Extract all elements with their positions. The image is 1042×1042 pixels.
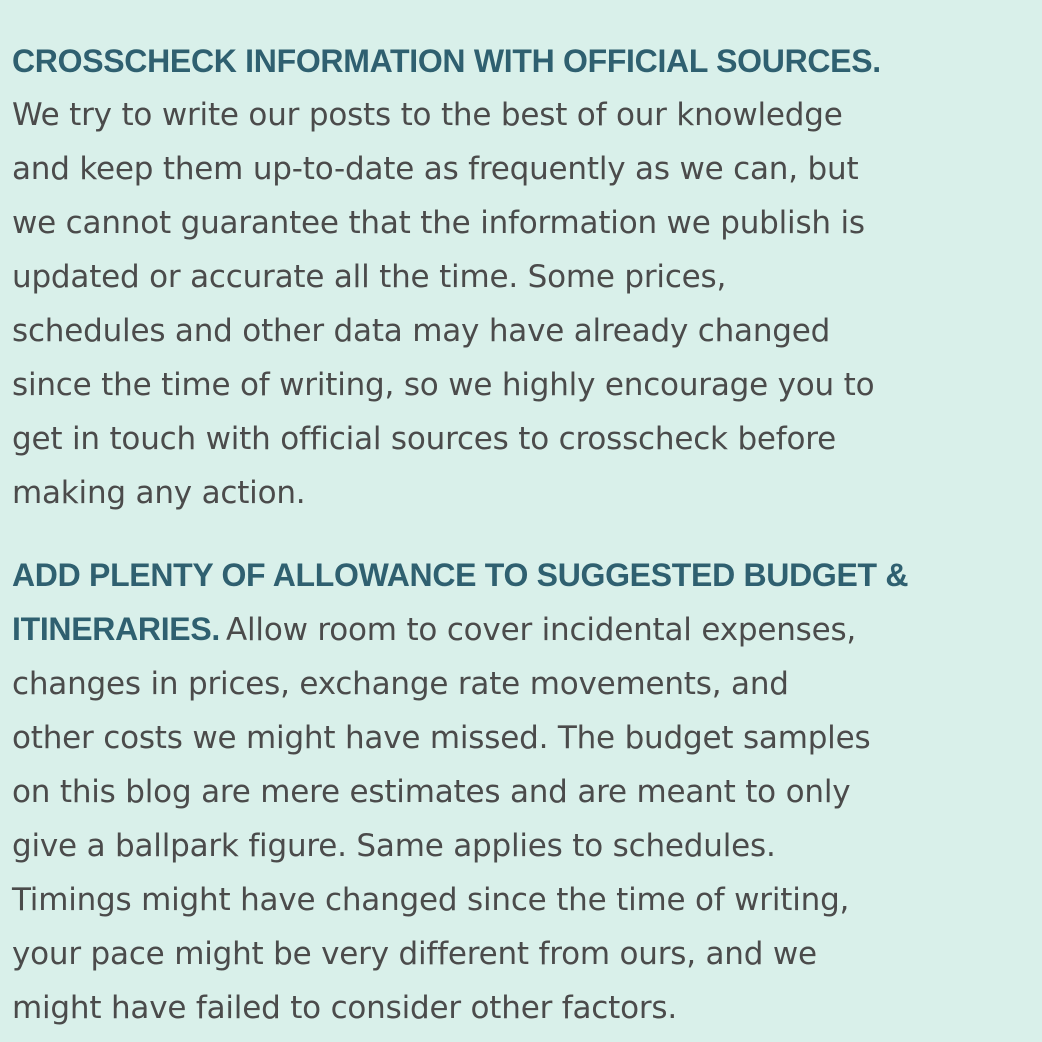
crosscheck-section [12,34,1028,520]
crosscheck-body-line: We try to write our posts to the best of our knowledge [12,97,843,133]
crosscheck-body-line: we cannot guarantee that the information we publish is [12,205,865,241]
allowance-heading: ADD PLENTY OF ALLOWANCE TO SUGGESTED BUDGET & [12,557,909,593]
allowance-body-line: give a ballpark figure. Same applies to schedules. [12,828,776,864]
allowance-body-line: Timings might have changed since the time of writing, [12,882,850,918]
crosscheck-body-line: updated or accurate all the time. Some prices, [12,259,727,295]
allowance-body-line: might have failed to consider other factors. [12,990,678,1026]
crosscheck-body-line: since the time of writing, so we highly encourage you to [12,367,875,403]
crosscheck-body-line: making any action. [12,475,306,511]
crosscheck-body-line: and keep them up-to-date as frequently as we can, but [12,151,859,187]
allowance-heading-continuation: ITINERARIES. [12,611,220,647]
allowance-heading-and-body-line [12,602,1028,657]
allowance-body-line: on this blog are mere estimates and are meant to only [12,774,851,810]
crosscheck-body-line: get in touch with official sources to crosscheck before [12,421,837,457]
allowance-body-line: changes in prices, exchange rate movements, and [12,666,789,702]
allowance-body-line: your pace might be very different from ours, and we [12,936,817,972]
crosscheck-heading: CROSSCHECK INFORMATION WITH OFFICIAL SOURCES. [12,43,881,79]
allowance-body-line: other costs we might have missed. The budget samples [12,720,871,756]
crosscheck-body-line: schedules and other data may have already changed [12,313,831,349]
allowance-section [12,548,1028,1035]
allowance-body-first-line: Allow room to cover incidental expenses, [225,612,857,648]
